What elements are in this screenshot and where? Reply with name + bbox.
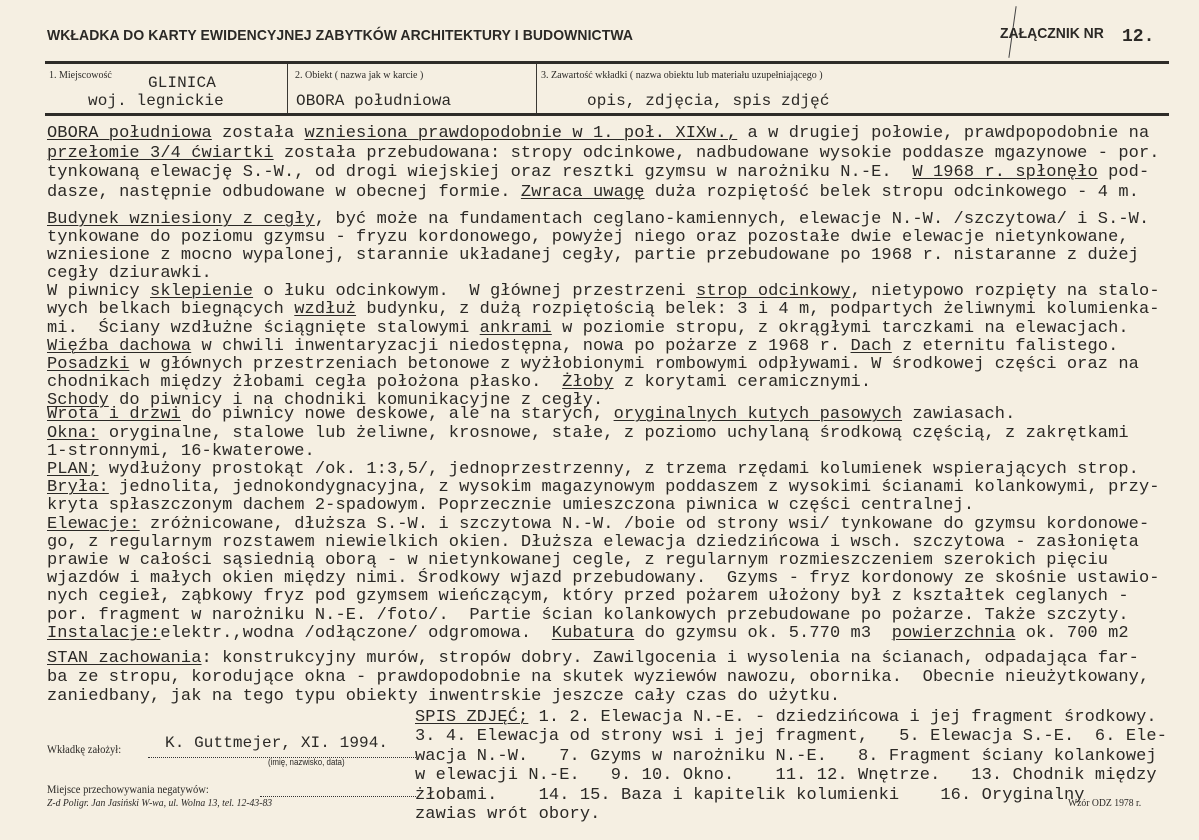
text-line [47, 516, 1160, 534]
text-line [47, 247, 1160, 265]
text-segment: nych cegieł, ząbkowy fryz pod gzymsem wieńczącym, który przed pożarem ułożony był z kształtek ceglanych - [47, 587, 1129, 607]
text-line [47, 144, 1160, 164]
text-line [47, 211, 1160, 229]
text-line [47, 163, 1160, 183]
underlined-term: PLAN; [47, 460, 99, 479]
underlined-term: Kubatura [551, 624, 635, 643]
text-segment: z korytami ceramicznymi. [613, 372, 872, 392]
underlined-term: strop odcinkowy [696, 282, 851, 302]
text-line [47, 624, 1129, 643]
field-contents-value: opis, zdjęcia, spis zdjęć [587, 92, 830, 110]
text-line [47, 406, 1129, 425]
author-label: Wkładkę założył: [47, 742, 122, 756]
underlined-term: powierzchnia [891, 624, 1016, 643]
text-segment: zróżnicowane, dłuższa S.-W. i szczytowa N.-W. /boie od strony wsi/ tynkowane do gzymsu kordonowe- [139, 514, 1150, 534]
text-segment: pod- [1097, 163, 1150, 182]
text-segment: por. fragment w narożniku N.-E. /foto/. Partie ścian kolankowych przebudowane po pożarze. Także szczyty. [47, 605, 1129, 625]
text-line [47, 124, 1160, 144]
text-line [415, 708, 1167, 727]
author-value: K. Guttmejer, XI. 1994. [165, 734, 389, 752]
text-segment: do piwnicy nowe deskowe, ale na starych, [180, 405, 614, 424]
field-contents-label: 3. Zawartość wkładki ( nazwa obiektu lub materiału uzupełniającego ) [541, 70, 823, 81]
form-top-rule [45, 61, 1169, 64]
text-segment: kryta spłaszczonym dachem 2-spadowym. Poprzecznie umieszczona piwnica w części centralnej. [47, 496, 975, 516]
text-line [47, 534, 1160, 552]
underlined-term: Żłoby [562, 372, 614, 392]
field-locality-value: GLINICA [148, 74, 216, 92]
underlined-term: Wrota i drzwi [47, 405, 181, 424]
text-line [47, 265, 1160, 283]
printer-info: Z-d Poligr. Jan Jasiński W-wa, ul. Wolna 13, tel. 12-43-83 [47, 797, 273, 809]
text-segment: wzniesione z mocno wypalonej, starannie układanej cegły, partie przebudowane po 1968 r. nistaranne z dużej [47, 246, 1139, 266]
text-line [47, 570, 1160, 588]
photo-list [415, 708, 1167, 824]
underlined-term: SPIS ZDJĘĆ; [415, 708, 529, 727]
text-segment: o łuku odcinkowym. W głównej przestrzeni [253, 282, 697, 302]
text-line [47, 374, 1160, 392]
underlined-term: sklepienie [150, 282, 254, 302]
text-segment: żłobami. 14. 15. Baza i kapitelik kolumienki 16. Oryginalny [415, 785, 1085, 805]
text-line [47, 650, 1149, 669]
text-segment: tynkowane do poziomu gzymsu - fryzu kordonowego, powyżej niego oraz pozostałe dwie elewacje nietynkowane, [47, 228, 1129, 248]
text-line [415, 727, 1167, 746]
underlined-term: przełomie 3/4 ćwiartki [47, 143, 274, 163]
underlined-term: Budynek wzniesiony z cegły [47, 210, 315, 229]
text-line [47, 356, 1160, 374]
author-hint: (imię, nazwisko, data) [268, 757, 345, 767]
text-segment: z eternitu falistego. [891, 336, 1119, 356]
attachment-label: ZAŁĄCZNIK NR [1000, 25, 1104, 42]
underlined-term: Dach [850, 336, 892, 356]
text-line [415, 766, 1167, 785]
underlined-term: wzniesiona prawdopodobnie w 1. poł. XIXw., [304, 124, 738, 143]
underlined-term: Instalacje: [47, 624, 161, 643]
text-segment: w chwili inwentaryzacji niedostępna, nowa po pożarze z 1968 r. [191, 336, 851, 356]
text-line [47, 229, 1160, 247]
text-line [47, 552, 1160, 570]
field-object-value: OBORA południowa [296, 92, 452, 110]
text-line [47, 283, 1160, 301]
text-segment: w głównych przestrzeniach betonowe z wyżłobionymi rombowymi odpływami. W środkowej części oraz na [129, 354, 1139, 374]
text-line [415, 747, 1167, 766]
text-segment: duża rozpiętość belek stropu odcinkowego - 4 m. [644, 182, 1139, 202]
text-segment: wjazdów i małych okien między nimi. Środkowy wjazd przebudowany. Gzyms - fryz kordonowy ze skośnie ustawio- [47, 569, 1160, 589]
text-segment: tynkowaną elewację S.-W., od drogi wiejskiej oraz resztki gzymsu w narożniku N.-E. [47, 163, 913, 182]
text-segment: wacja N.-W. 7. Gzyms w narożniku N.-E. 8. Fragment ściany kolankowej [415, 746, 1157, 766]
text-segment: ba ze stropu, korodujące okna - prawdopodobnie na skutek wyziewów nawozu, obornika. Obecnie nieużytkowany, [47, 667, 1150, 687]
text-segment: chodnikach między żłobami cegła położona płasko. [47, 372, 563, 392]
text-line [415, 786, 1167, 805]
text-segment: oryginalne, stalowe lub żeliwne, krosnowe, stałe, z poziomo uchylaną środkową częścią, z zakrętkami [98, 423, 1129, 443]
paragraph [47, 650, 1149, 706]
attachment-number: 12. [1122, 27, 1155, 47]
text-segment: : konstrukcyjny murów, stropów dobry. Zawilgocenia i wysolenia na ścianach, odpadająca far- [201, 649, 1139, 668]
text-segment: do gzymsu ok. 5.770 m3 [634, 624, 892, 643]
text-segment: zaniedbany, jak na tego typu obiekty inwentrskie jeszcze cały czas do użytku. [47, 686, 841, 706]
text-line [47, 461, 1160, 479]
text-segment: do piwnicy i na chodniki komunikacyjne z cegły. [108, 390, 604, 410]
text-segment: , być może na fundamentach ceglano-kamiennych, elewacje N.-W. /szczytowa/ i S.-W. [314, 210, 1150, 229]
paragraph [47, 461, 1160, 625]
underlined-term: ankrami [479, 318, 552, 338]
text-segment: zawias wrót obory. [415, 804, 601, 824]
text-segment: elektr.,wodna /odłączone/ odgromowa. [160, 624, 552, 643]
text-segment: w elewacji N.-E. 9. 10. Okno. 11. 12. Wnętrze. 13. Chodnik między [415, 766, 1157, 786]
underlined-term: STAN zachowania [47, 649, 202, 668]
form-bottom-rule [45, 113, 1169, 116]
text-segment: W piwnicy [47, 282, 151, 302]
text-line [47, 338, 1160, 356]
text-segment: ok. 700 m2 [1015, 624, 1129, 643]
negatives-label: Miejsce przechowywania negatywów: [47, 782, 209, 796]
text-line [47, 669, 1149, 688]
text-line [47, 443, 1129, 462]
text-line [47, 607, 1160, 625]
paragraph [47, 211, 1160, 410]
text-line [47, 588, 1160, 606]
template-info: Wzór ODZ 1978 r. [1068, 797, 1142, 809]
text-line [47, 497, 1160, 515]
text-segment: go, z regularnym rozstawem niewielkich okien. Dłuższa elewacja dziedzińcowa i wsch. szczytowa - zasłonięta [47, 532, 1139, 552]
text-segment: zawiasach. [902, 405, 1016, 424]
paragraph [47, 406, 1129, 462]
underlined-term: Elewacje: [47, 514, 140, 534]
text-segment: dasze, następnie odbudowane w obecnej formie. [47, 182, 521, 202]
text-segment: jednolita, jednokondygnacyjna, z wysokim magazynowym poddaszem z wysokimi ścianami kolankowymi, przy- [108, 478, 1160, 498]
text-segment: została przebudowana: stropy odcinkowe, nadbudowane wysokie poddasze mgazynowe - por. [273, 143, 1160, 163]
text-line [47, 425, 1129, 444]
paragraph [47, 124, 1160, 202]
text-segment: prawie w całości sąsiednią oborą - w nietynkowanej cegle, z regularnym rozmieszczeniem szerokich pięciu [47, 550, 1109, 570]
underlined-term: Posadzki [47, 354, 130, 374]
text-segment: a w drugiej połowie, prawdpopodobnie na [737, 124, 1150, 143]
text-line [47, 688, 1149, 707]
text-segment: budynku, z dużą rozpiętością belek: 3 i 4 m, podpartych żeliwnymi kolumienka- [356, 300, 1160, 320]
underlined-term: oryginalnych kutych pasowych [613, 405, 903, 424]
negatives-dotted-line [260, 796, 416, 797]
text-segment: w poziomie stropu, z okrągłymi tarczkami na elewacjach. [551, 318, 1129, 338]
text-segment: została [211, 124, 305, 143]
field-locality-label: 1. Miejscowość [49, 70, 112, 81]
field-object-label: 2. Obiekt ( nazwa jak w karcie ) [295, 70, 424, 81]
text-segment: mi. Ściany wzdłużne ściągnięte stalowymi [47, 318, 480, 338]
text-segment: , nietypowo rozpięty na stalo- [850, 282, 1160, 302]
text-segment: 1. 2. Elewacja N.-E. - dziedzińcowa i jej fragment środkowy. [528, 708, 1157, 727]
underlined-term: OBORA południowa [47, 124, 212, 143]
column-divider [287, 64, 288, 113]
underlined-term: Bryła: [47, 478, 109, 498]
text-segment: 3. 4. Elewacja od strony wsi i jej fragment, 5. Elewacja S.-E. 6. Ele- [415, 727, 1168, 747]
document-title: WKŁADKA DO KARTY EWIDENCYJNEJ ZABYTKÓW ARCHITEKTURY I BUDOWNICTWA [47, 27, 634, 44]
text-segment: wych belkach biegnących [47, 300, 295, 320]
text-segment: cegły dziurawki. [47, 264, 212, 284]
text-line [47, 183, 1160, 203]
column-divider [536, 64, 537, 113]
text-line [415, 805, 1167, 824]
underlined-term: Schody [47, 390, 109, 410]
paragraph [47, 624, 1129, 643]
text-line [47, 301, 1160, 319]
text-segment: 1-stronnymi, 16-kwaterowe. [47, 442, 315, 462]
underlined-term: Więźba dachowa [47, 336, 192, 356]
underlined-term: W 1968 r. spłonęło [912, 163, 1098, 182]
text-line [47, 320, 1160, 338]
text-segment: wydłużony prostokąt /ok. 1:3,5/, jednoprzestrzenny, z trzema rzędami kolumienek wspierających strop. [98, 460, 1139, 479]
text-line [47, 479, 1160, 497]
underlined-term: Okna: [47, 423, 99, 443]
underlined-term: Zwraca uwagę [520, 182, 645, 202]
underlined-term: wzdłuż [294, 300, 357, 320]
field-province-value: woj. legnickie [88, 92, 224, 110]
